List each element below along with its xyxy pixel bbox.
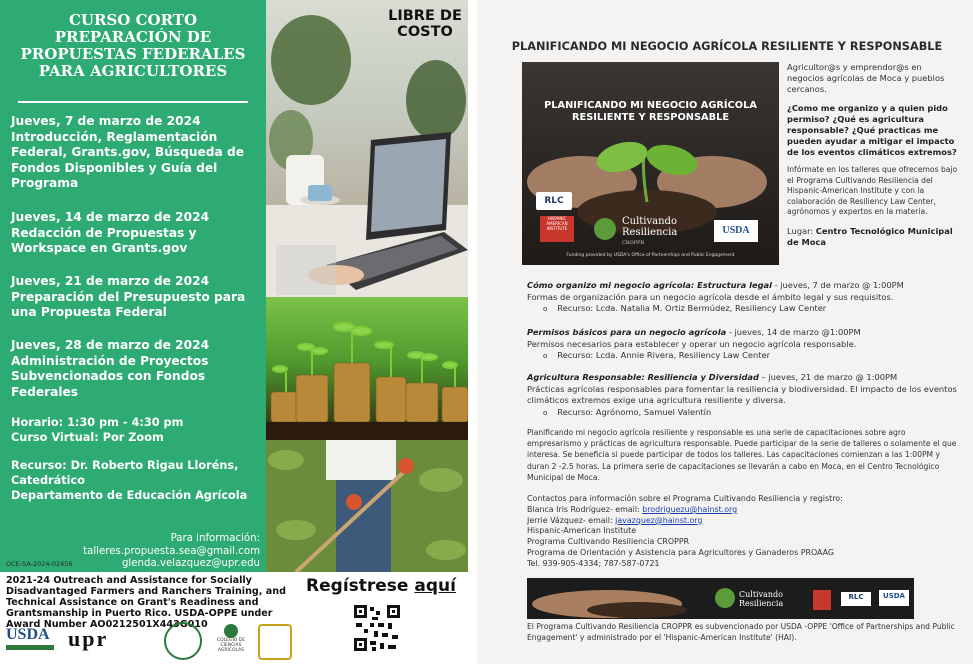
title-line-3: PROPUESTAS FEDERALES: [20, 45, 246, 63]
title-divider: [18, 101, 248, 103]
usda-logo-text: USDA: [6, 626, 50, 643]
session-heading: Agricultura Responsable: Resiliencia y Diversidad: [527, 372, 759, 382]
free-line-1: LIBRE DE: [388, 8, 462, 24]
schedule: [11, 415, 261, 445]
session-when: - jueves, 7 de marzo @ 1:00PM: [771, 280, 904, 290]
session-topic: Redacción de Propuestas y Workspace en Grants.gov: [11, 225, 197, 255]
upr-logo-text: upr: [68, 626, 109, 651]
register-link[interactable]: [298, 576, 464, 596]
usda-logo: [6, 626, 54, 650]
session-heading: Permisos básicos para un negocio agrícola: [527, 327, 727, 337]
virtual: Curso Virtual: Por Zoom: [11, 431, 164, 444]
resource: [11, 458, 261, 503]
contacts: [527, 494, 957, 570]
session-resource: Recurso: Lcda. Annie Rivera, Resiliency Law Center: [557, 350, 771, 360]
coins-plant-photo: [266, 297, 468, 440]
bullet: o: [543, 408, 548, 417]
title-line-4: PARA AGRICULTORES: [38, 62, 228, 80]
photo-column: [266, 0, 468, 572]
contact-org-1: Hispanic-American Institute: [527, 526, 637, 536]
contact-org-2: Programa Cultivando Resiliencia CROPPR: [527, 537, 690, 547]
session-2: [11, 210, 261, 257]
session-date: Jueves, 28 de marzo de 2024: [11, 338, 210, 352]
laptop-photo: [266, 0, 468, 297]
contact-label: Para información:: [170, 533, 260, 544]
croppr-text: CROPPR: [622, 240, 645, 246]
session-topic: Introducción, Reglamentación Federal, Grants.gov, Búsqueda de Fondos Disponibles y Guía del Programa: [11, 129, 244, 190]
free-line-2: COSTO: [397, 24, 453, 40]
qr-graphic: [352, 603, 402, 653]
series-description: Planificando mi negocio agrícola resiliente y responsable es una serie de capacitaciones sobre agro empresarismo y prácticas de agricultura responsable. Puede participar de la serie de talleres o solamente el que interesa. Se beneficia si puede participar de todos los talleres. Las capacitaciones comienzan a las 1:00PM y duran 2 -2.5 horas. La primera serie de capacitaciones se llevarán a cabo en Moca, en el Centro Tecnológico Municipal de Moca.: [527, 428, 957, 482]
session-when: - jueves, 14 de marzo @1:00PM: [726, 327, 861, 337]
contact-1-label: Blanca Iris Rodríguez- email:: [527, 504, 643, 514]
resource-line: Catedrático: [11, 474, 85, 487]
session-date: Jueves, 14 de marzo de 2024: [11, 210, 210, 224]
workshop-title: PLANIFICANDO MI NEGOCIO AGRÍCOLA RESILIENTE Y RESPONSABLE: [511, 40, 943, 53]
footer-banner: [527, 578, 914, 619]
usda-banner-logo: USDA: [714, 220, 758, 242]
upr-logo: [68, 626, 150, 652]
workshop-session-3: [527, 372, 957, 419]
contact-phone: Tel. 939-905-4334; 787-587-0721: [527, 558, 660, 568]
farmer-illustration: [266, 440, 468, 572]
rlc-logo: RLC: [536, 192, 572, 210]
usda-logo-bar: [6, 645, 54, 650]
contact-info: [60, 533, 260, 571]
left-flyer: [0, 0, 468, 664]
session-description: Permisos necesarios para establecer y operar un negocio agrícola responsable.: [527, 338, 857, 349]
shield-icon: [258, 624, 292, 660]
grant-footer: 2021-24 Outreach and Assistance for Socially Disadvantaged Farmers and Ranchers Training, and Technical Assistance on Grant's Readiness and Grantsmanship in Puerto Rico. USDA-OPPE under Award Number AO0212501X443G010: [6, 575, 286, 630]
resource-line: Departamento de Educación Agrícola: [11, 489, 248, 502]
footer-cultivando-text: Cultivando Resiliencia: [739, 590, 784, 608]
session-topic: Preparación del Presupuesto para una Propuesta Federal: [11, 289, 246, 319]
resource-line: Recurso: Dr. Roberto Rigau Lloréns,: [11, 459, 239, 472]
register-here[interactable]: aquí: [414, 576, 456, 596]
contact-email-1[interactable]: talleres.propuesta.sea@gmail.com: [83, 545, 260, 557]
banner-image: [522, 62, 779, 265]
qr-code[interactable]: [352, 603, 402, 653]
session-date: Jueves, 7 de marzo de 2024: [11, 114, 201, 128]
session-description: Formas de organización para un negocio agrícola desde el ámbito legal y sus requisitos.: [527, 291, 894, 302]
uprm-seal: [164, 622, 202, 660]
contact-org-3: Programa de Orientación y Asistencia para Agricultores y Ganaderos PROAAG: [527, 547, 835, 557]
horario: Horario: 1:30 pm - 4:30 pm: [11, 416, 184, 429]
session-topic: Administración de Proyectos Subvencionados con Fondos Federales: [11, 353, 209, 399]
session-3: [11, 274, 261, 321]
title-line-1: CURSO CORTO: [68, 11, 198, 29]
banner-title: PLANIFICANDO MI NEGOCIO AGRÍCOLA RESILIENTE Y RESPONSABLE: [544, 100, 757, 123]
free-badge: [384, 8, 466, 40]
colegio-logo-text: COLEGIO DE CIENCIAS AGRÍCOLAS: [216, 638, 246, 653]
session-heading: Cómo organizo mi negocio agrícola: Estructura legal: [527, 280, 772, 290]
contacts-heading: Contactos para información sobre el Programa Cultivando Resiliencia y registro:: [527, 494, 843, 503]
green-panel: [0, 0, 266, 572]
intro-text: [787, 62, 959, 248]
session-date: Jueves, 21 de marzo de 2024: [11, 274, 210, 288]
intro-audience: Agricultor@s y emprendor@s en negocios agrícolas de Moca y pueblos cercanos.: [787, 62, 945, 94]
session-4: [11, 338, 261, 400]
sponsor-logos: [0, 620, 300, 664]
location-value: Centro Tecnológico Municipal de Moca: [787, 225, 953, 247]
coins-illustration: [266, 297, 468, 440]
contact-2-email[interactable]: javazquez@hainst.org: [615, 515, 703, 525]
location: [787, 226, 959, 248]
register-label: Regístrese: [306, 576, 409, 596]
cultivando-text: Cultivando Resiliencia: [622, 216, 678, 238]
workshop-session-1: [527, 280, 957, 316]
cultivando-logo: [622, 216, 702, 249]
hai-logo: HISPANIC AMERICAN INSTITUTE: [540, 216, 574, 242]
session-resource: Recurso: Lcda. Natalia M. Ortiz Bermúdez, Resiliency Law Center: [557, 303, 827, 313]
bullet: o: [543, 305, 548, 313]
colegio-logo: [214, 624, 248, 658]
bullet: o: [543, 352, 548, 360]
session-1: [11, 114, 261, 192]
title-line-2: PREPARACIÓN DE: [54, 28, 212, 46]
session-resource: Recurso: Agrónomo, Samuel Valentín: [557, 406, 712, 417]
contact-1-email[interactable]: brodriguezu@hainst.org: [642, 504, 738, 514]
funding-note: El Programa Cultivando Resiliencia CROPPR es subvencionado por USDA -OPPE 'Office of Partnerships and Public Engagement' y administrado por el 'Hispanic-American Institute' (HAI).: [527, 622, 955, 642]
session-when: – jueves, 21 de marzo @ 1:00PM: [758, 372, 898, 382]
location-label: Lugar:: [787, 225, 814, 236]
footer-rlc-logo: RLC: [848, 593, 864, 601]
farmer-photo: [266, 440, 468, 572]
course-title: [10, 12, 256, 80]
footer-usda-logo: USDA: [883, 592, 905, 600]
right-flyer: [477, 0, 973, 664]
colegio-icon: [224, 624, 238, 638]
workshop-session-2: [527, 327, 957, 363]
contact-2-label: Jerrie Vázquez- email:: [527, 515, 616, 525]
flyer-code: OCE-SA-2024-02456: [6, 560, 73, 568]
banner-funding-note: Funding provided by USDA's Office of Partnerships and Public Engagement: [566, 253, 735, 258]
laptop-illustration: [266, 0, 468, 297]
contact-email-2[interactable]: glenda.velazquez@upr.edu: [121, 558, 260, 569]
leaf-icon: [594, 218, 616, 240]
session-description: Prácticas agrícolas responsables para fomentar la resiliencia y biodiversidad. El impacto de los eventos climáticos extremos exige una agricultura resiliente y diversa.: [527, 383, 957, 405]
intro-info: Infórmate en los talleres que ofrecemos bajo el Programa Cultivando Resiliencia del Hispanic-American Institute y con la colaboración de Resiliency Law Center, agrónomos y expertos en la materia.: [787, 165, 958, 216]
intro-questions: ¿Como me organizo y a quien pido permiso? ¿Qué es agricultura responsable? ¿Qué practicas me pueden ayudar a mitigar el impacto de los eventos climáticos extremos?: [787, 103, 957, 157]
